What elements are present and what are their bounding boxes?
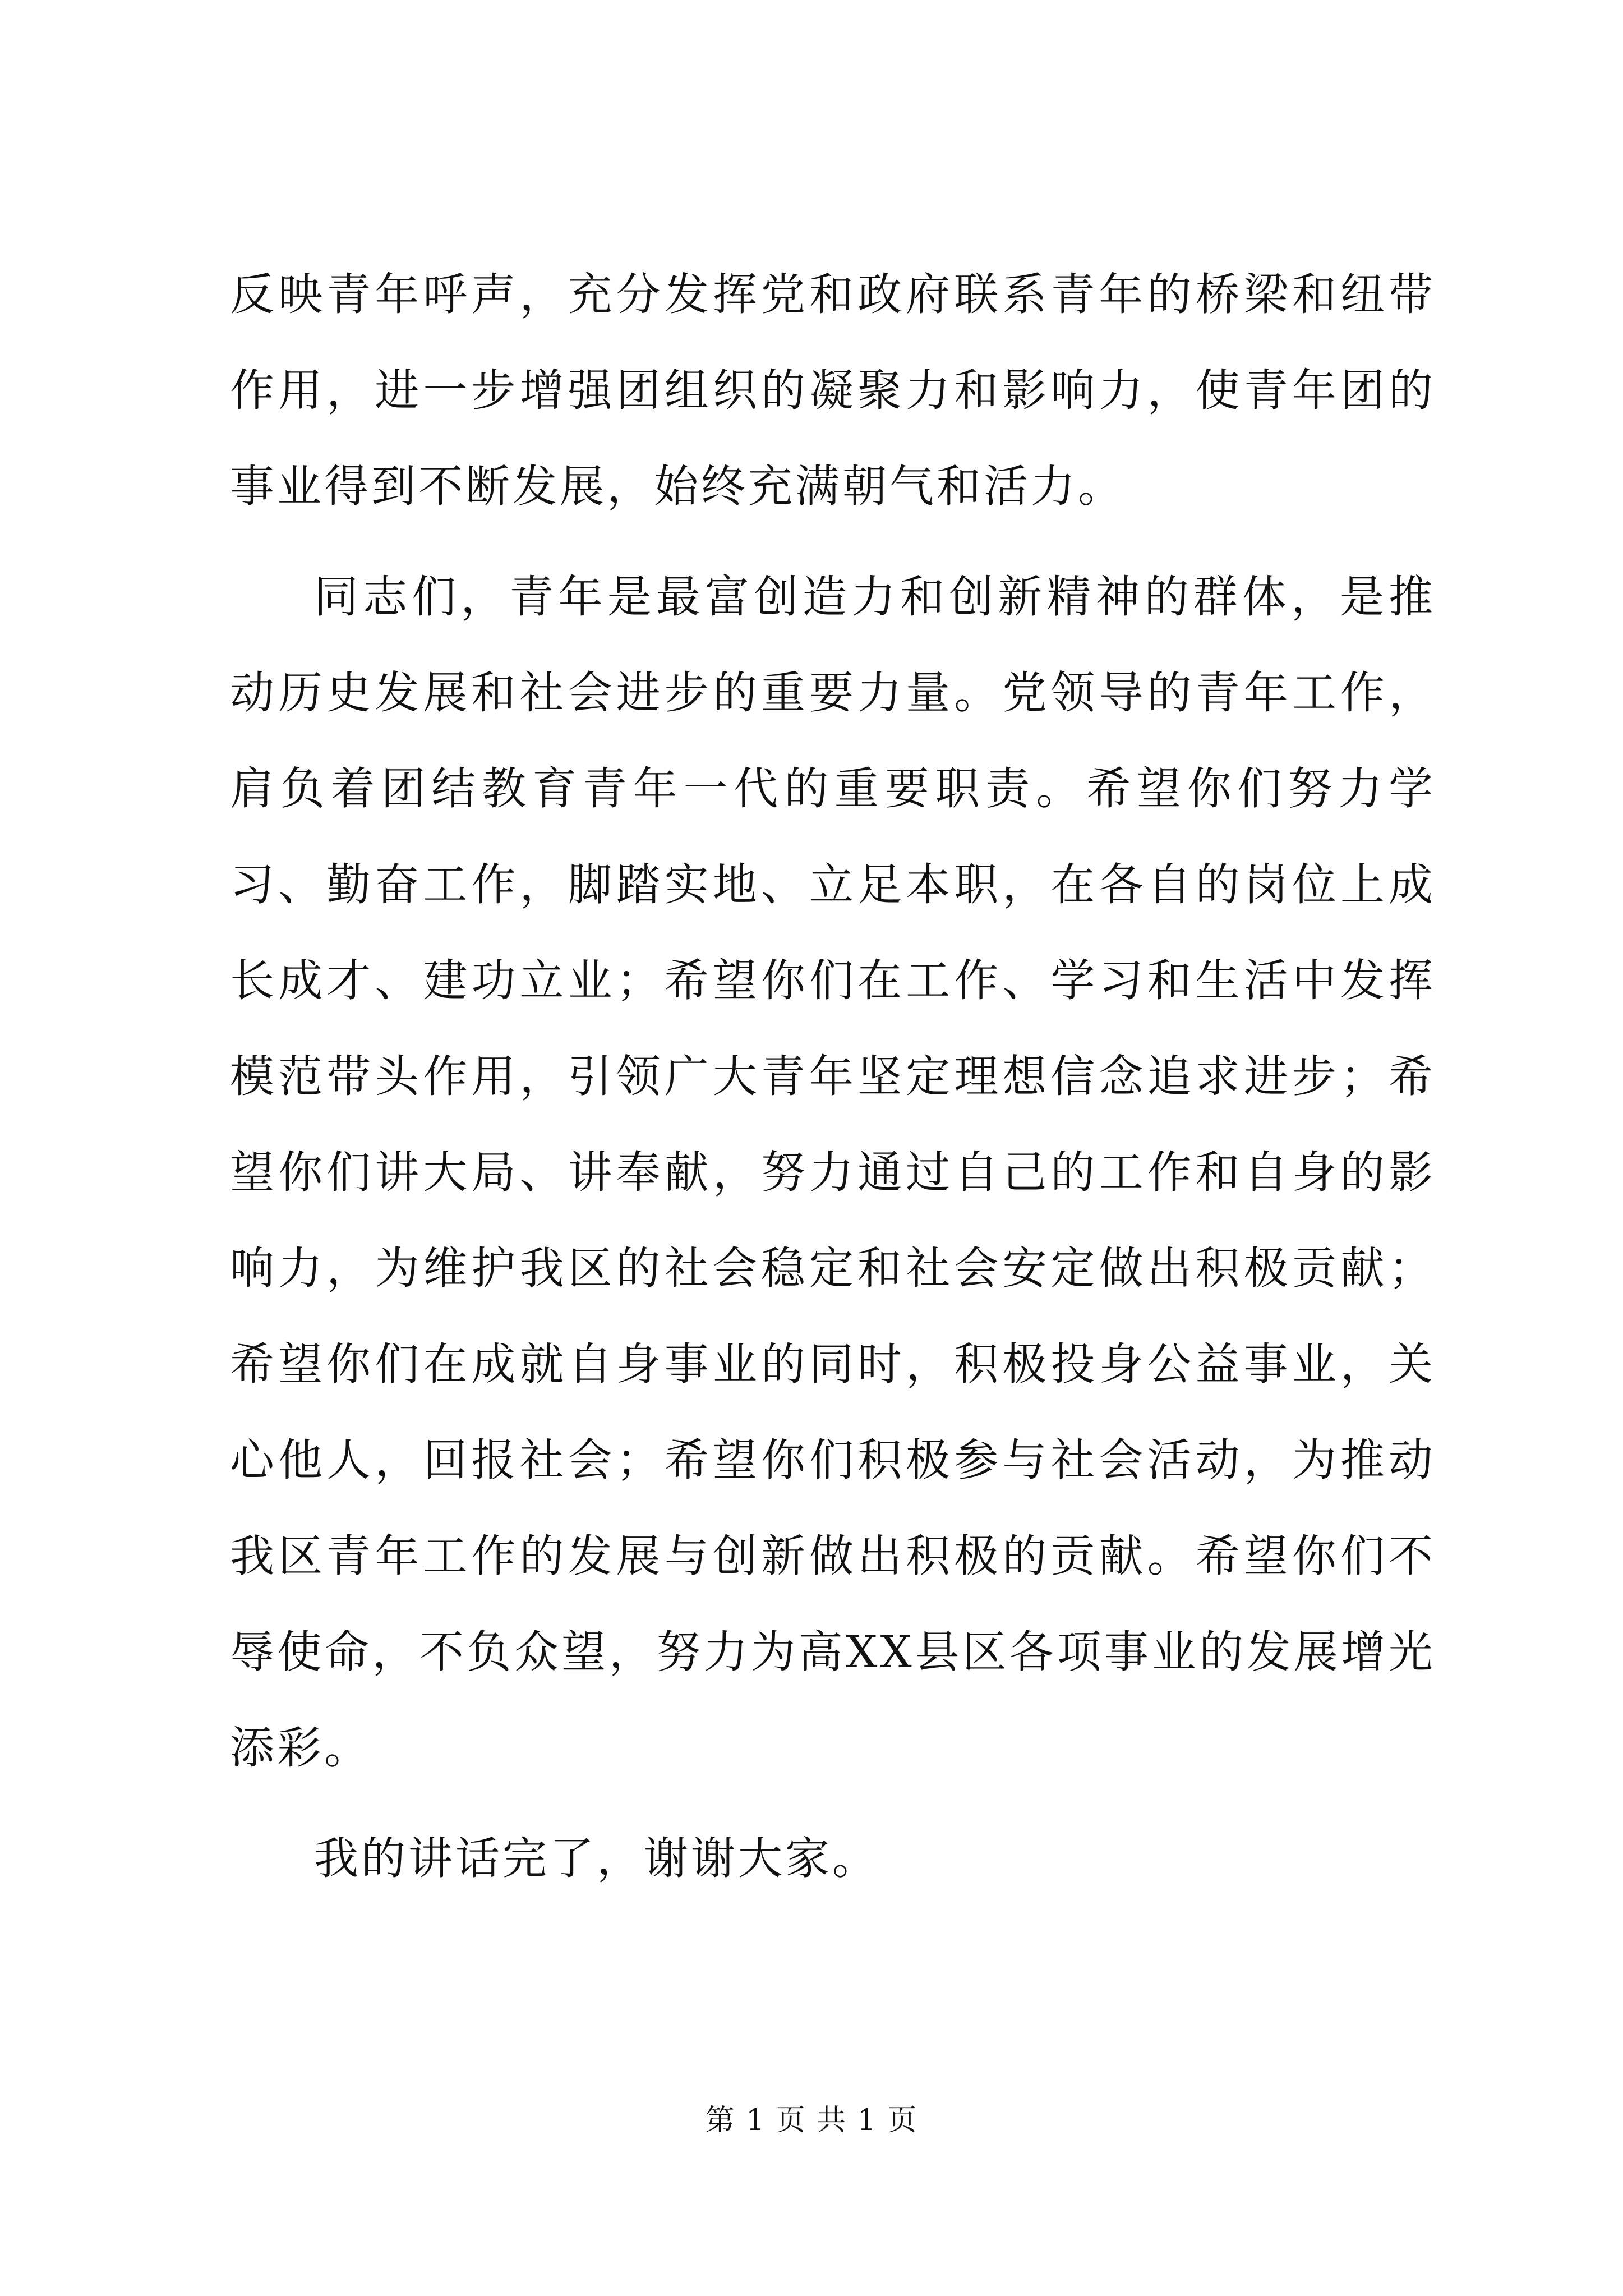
page-number-footer: 第 1 页 共 1 页 (705, 2104, 918, 2137)
paragraph-main: 同志们，青年是最富创造力和创新精神的群体，是推动历史发展和社会进步的重要力量。党领导的青年工作，肩负着团结教育青年一代的重要职责。希望你们努力学习、勤奋工作，脚踏实地、立足本职，在各自的岗位上成长成才、建功立业；希望你们在工作、学习和生活中发挥模范带头作用，引领广大青年坚定理想信念追求进步；希望你们讲大局、讲奉献，努力通过自己的工作和自身的影响力，为维护我区的社会稳定和社会安定做出积极贡献；希望你们在成就自身事业的同时，积极投身公益事业，关心他人，回报社会；希望你们积极参与社会活动，为推动我区青年工作的发展与创新做出积极的贡献。希望你们不辱使命，不负众望，努力为高XX县区各项事业的发展增光添彩。 (230, 571, 1436, 1774)
paragraph-continuation: 反映青年呼声，充分发挥党和政府联系青年的桥梁和纽带作用，进一步增强团组织的凝聚力和影响力，使青年团的事业得到不断发展，始终充满朝气和活力。 (230, 269, 1436, 512)
document-body (230, 247, 1436, 1921)
paragraph-closing: 我的讲话完了，谢谢大家。 (314, 1833, 879, 1884)
